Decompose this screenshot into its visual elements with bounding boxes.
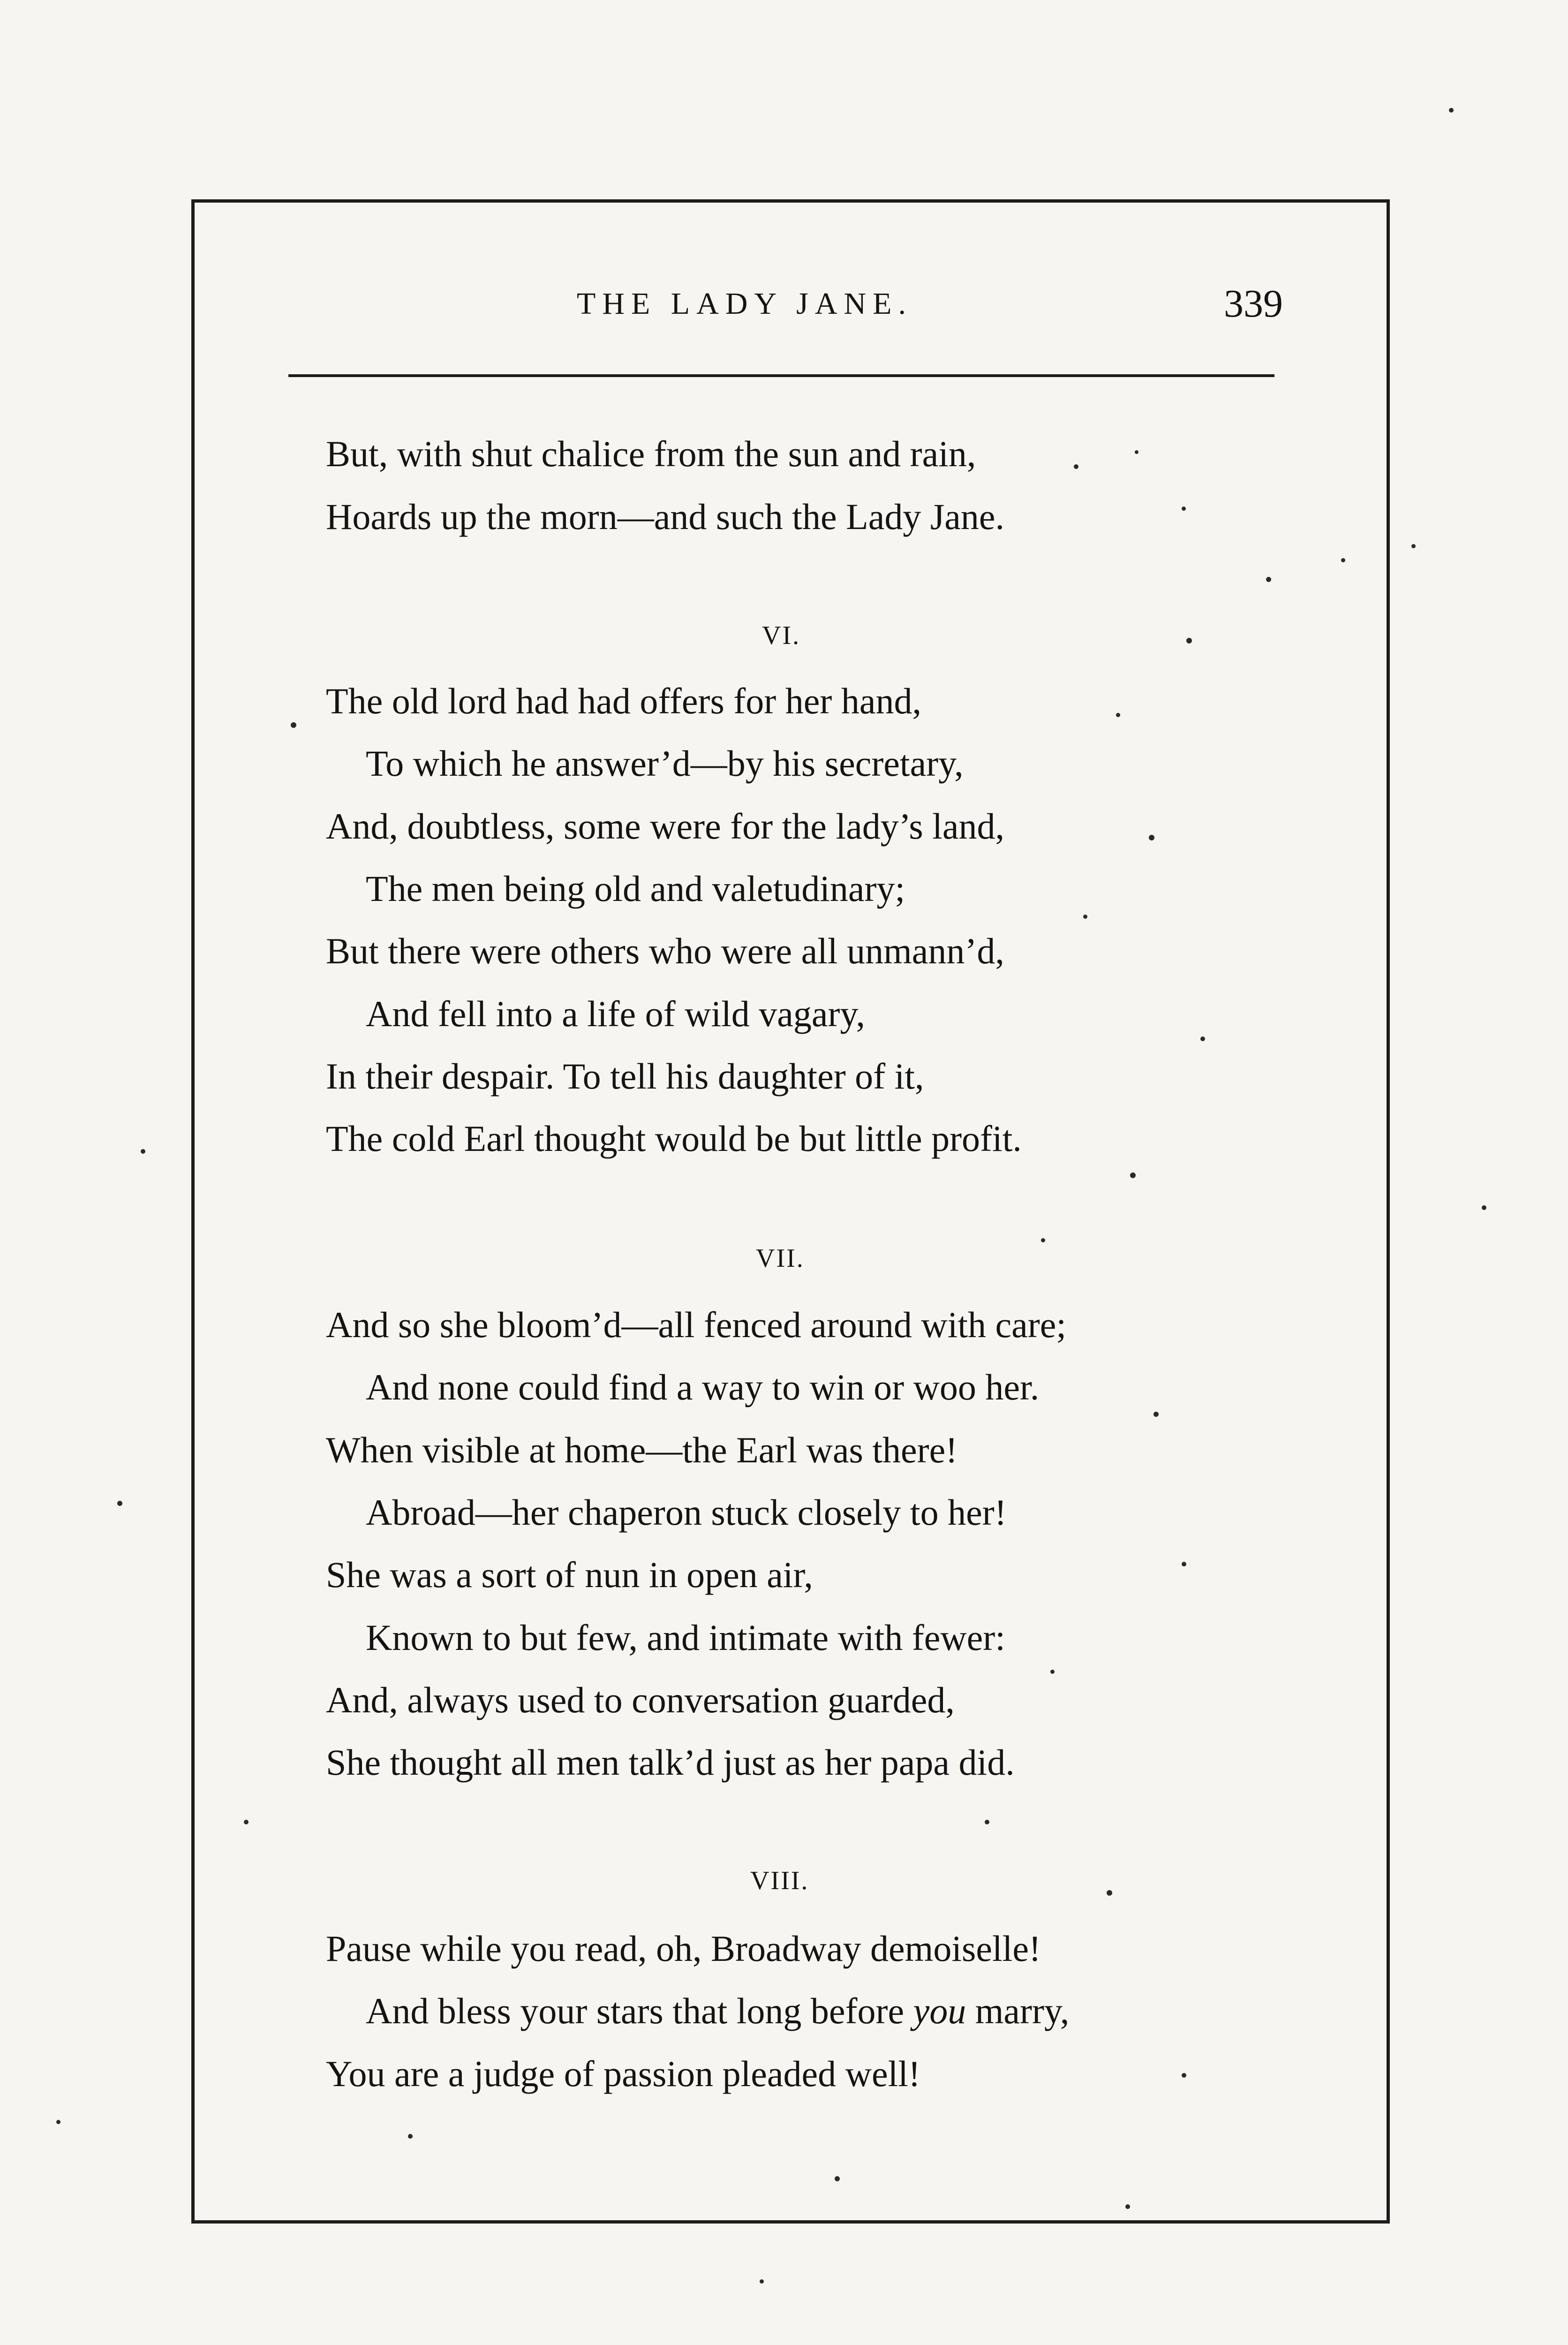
verse-line: In their despair. To tell his daughter of it, bbox=[326, 1056, 924, 1097]
verse-line: When visible at home—the Earl was there! bbox=[326, 1430, 958, 1470]
print-speck bbox=[1482, 1205, 1486, 1210]
print-speck bbox=[141, 1149, 145, 1154]
verse-line: And none could find a way to win or woo her. bbox=[366, 1367, 1040, 1407]
verse-line: She was a sort of nun in open air, bbox=[326, 1554, 813, 1595]
verse-line: Pause while you read, oh, Broadway demoiselle! bbox=[326, 1928, 1041, 1969]
print-speck bbox=[1153, 1412, 1159, 1417]
print-speck bbox=[985, 1820, 989, 1824]
verse-line: But, with shut chalice from the sun and rain, bbox=[326, 433, 976, 474]
print-speck bbox=[1182, 1562, 1186, 1566]
print-speck bbox=[1130, 1172, 1136, 1178]
verse-line: To which he answer’d—by his secretary, bbox=[366, 743, 964, 784]
print-speck bbox=[835, 2176, 840, 2181]
verse-line: And, always used to conversation guarded, bbox=[326, 1679, 955, 1720]
print-speck bbox=[408, 2134, 413, 2139]
print-speck bbox=[760, 2279, 764, 2284]
page-number: 339 bbox=[1224, 282, 1283, 325]
print-speck bbox=[1182, 2073, 1186, 2078]
verse-line: But there were others who were all unmann’d, bbox=[326, 930, 1004, 971]
header-rule bbox=[288, 374, 1274, 377]
print-speck bbox=[1149, 835, 1154, 840]
verse-line: And so she bloom’d—all fenced around with care; bbox=[326, 1304, 1067, 1345]
verse-line: She thought all men talk’d just as her papa did. bbox=[326, 1742, 1015, 1783]
verse-line bbox=[366, 1988, 1069, 2035]
stanza-number: VI. bbox=[762, 621, 801, 650]
print-speck bbox=[117, 1501, 122, 1506]
verse-line: The old lord had had offers for her hand, bbox=[326, 681, 921, 721]
print-speck bbox=[1200, 1036, 1205, 1041]
print-speck bbox=[1411, 544, 1416, 548]
print-speck bbox=[244, 1820, 249, 1824]
print-speck bbox=[1083, 915, 1087, 919]
print-speck bbox=[1041, 1238, 1045, 1242]
verse-text: marry, bbox=[966, 1990, 1070, 2031]
stanza-number: VIII. bbox=[750, 1866, 809, 1895]
verse-line: The men being old and valetudinary; bbox=[366, 868, 905, 909]
print-speck bbox=[56, 2120, 60, 2124]
verse-line: Hoards up the morn—and such the Lady Jane. bbox=[326, 496, 1004, 537]
verse-line: You are a judge of passion pleaded well! bbox=[326, 2053, 920, 2094]
print-speck bbox=[1341, 558, 1345, 562]
running-title: THE LADY JANE. bbox=[577, 287, 912, 321]
stanza-number: VII. bbox=[756, 1244, 805, 1273]
verse-line: And, doubtless, some were for the lady’s land, bbox=[326, 806, 1005, 847]
print-speck bbox=[1182, 507, 1186, 511]
italic-word: you bbox=[913, 1990, 966, 2031]
verse-line: And fell into a life of wild vagary, bbox=[366, 993, 865, 1034]
print-speck bbox=[1107, 1890, 1112, 1896]
verse-text: And bless your stars that long before bbox=[366, 1990, 913, 2031]
print-speck bbox=[291, 722, 296, 728]
print-speck bbox=[1135, 450, 1138, 454]
verse-line: The cold Earl thought would be but little profit. bbox=[326, 1118, 1022, 1159]
print-speck bbox=[1449, 108, 1454, 113]
print-speck bbox=[1050, 1670, 1055, 1674]
verse-line: Known to but few, and intimate with fewer: bbox=[366, 1617, 1005, 1658]
verse-line: Abroad—her chaperon stuck closely to her! bbox=[366, 1492, 1007, 1533]
print-speck bbox=[1125, 2204, 1130, 2209]
print-speck bbox=[1266, 577, 1271, 582]
print-speck bbox=[1186, 638, 1192, 643]
print-speck bbox=[1116, 713, 1120, 717]
print-speck bbox=[1074, 464, 1078, 469]
